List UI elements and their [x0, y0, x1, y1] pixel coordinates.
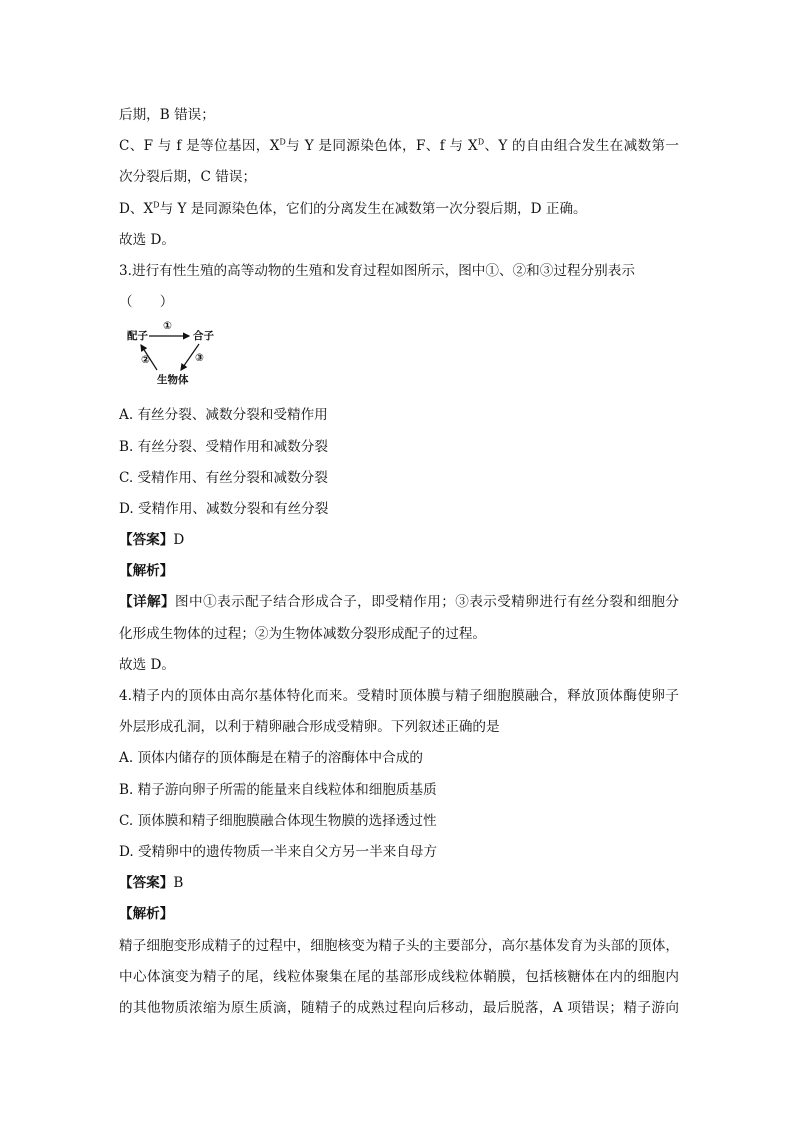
document-body — [119, 100, 679, 1024]
analysis-line: 精子细胞变形成精子的过程中，细胞核变为精子头的主要部分，高尔基体发育为头部的顶体， — [119, 937, 679, 954]
option-c: C. 受精作用、有丝分裂和减数分裂 — [119, 469, 328, 486]
conclusion-line: 故选 D。 — [119, 656, 176, 673]
label-step-3: ③ — [195, 352, 204, 365]
answer-parentheses: （ ） — [119, 294, 174, 311]
analysis-line: 中心体演变为精子的尾，线粒体聚集在尾的基部形成线粒体鞘膜，包括核糖体在内的细胞内 — [119, 968, 679, 985]
option-c: C. 顶体膜和精子细胞膜融合体现生物膜的选择透过性 — [119, 812, 437, 829]
answer-line: 【答案】D — [119, 532, 185, 549]
label-step-1: ① — [163, 320, 172, 333]
reproduction-cycle-diagram — [119, 320, 679, 394]
label-organism: 生物体 — [157, 374, 189, 387]
detail-line: 【详解】图中①表示配子结合形成合子，即受精作用；③表示受精卵进行有丝分裂和细胞分 — [119, 594, 680, 611]
detail-line: 化形成生物体的过程；②为生物体减数分裂形成配子的过程。 — [119, 625, 487, 642]
analysis-heading: 【解析】 — [119, 906, 174, 923]
answer-line: 【答案】B — [119, 875, 184, 892]
option-b: B. 精子游向卵子所需的能量来自线粒体和细胞质基质 — [119, 781, 437, 798]
text-line: D、$X^D$与 Y 是同源染色体，它们的分离发生在减数第一次分裂后期，D 正确。 — [119, 200, 587, 217]
text-line: 后期，B 错误； — [119, 107, 215, 123]
label-step-2: ② — [141, 354, 150, 367]
label-gamete: 配子 — [127, 330, 148, 343]
option-a: A. 有丝分裂、减数分裂和受精作用 — [119, 407, 328, 424]
text-line: 故选 D。 — [119, 231, 176, 248]
question-4-stem: 外层形成孔洞，以利于精卵融合形成受精卵。下列叙述正确的是 — [119, 719, 500, 736]
option-d: D. 受精卵中的遗传物质一半来自父方另一半来自母方 — [119, 843, 438, 860]
text-line: C、F 与 f 是等位基因，$X^D$与 Y 是同源染色体，F、f 与 $X^D$、Y 的自由组合发生在减数第一 — [119, 137, 679, 155]
option-b: B. 有丝分裂、受精作用和减数分裂 — [119, 438, 328, 455]
analysis-heading: 【解析】 — [119, 563, 174, 580]
option-d: D. 受精作用、减数分裂和有丝分裂 — [119, 500, 329, 517]
question-3-stem: 3.进行有性生殖的高等动物的生殖和发育过程如图所示，图中①、②和③过程分别表示 — [119, 262, 635, 279]
option-a: A. 顶体内储存的顶体酶是在精子的溶酶体中合成的 — [119, 750, 423, 767]
label-zygote: 合子 — [193, 330, 214, 343]
analysis-line: 的其他物质浓缩为原生质滴，随精子的成熟过程向后移动，最后脱落，A 项错误；精子游向 — [119, 999, 679, 1016]
question-4-stem: 4.精子内的顶体由高尔基体特化而来。受精时顶体膜与精子细胞膜融合，释放顶体酶使卵子 — [119, 688, 679, 704]
text-line: 次分裂后期，C 错误； — [119, 169, 257, 186]
